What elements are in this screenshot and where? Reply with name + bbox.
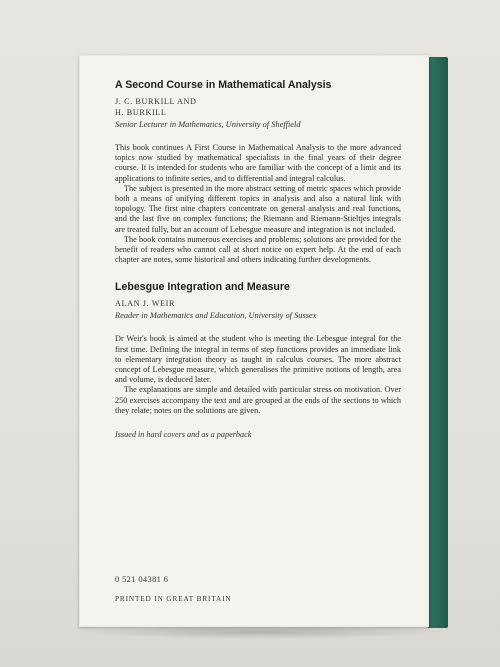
book1-paragraph-1: This book continues A First Course in Mathematical Analysis to the more advanced topics now studied by mathematical specialists in the final years of their degree course. It is intended for students who are familiar with the concept of a limit and its applications to infinite series, and to differential and integral calculus. xyxy=(115,143,401,183)
book2-paragraph-2: The explanations are simple and detailed with particular stress on motivation. Over 250 exercises accompany the text and are grouped at the ends of the sections to which they relate; notes on the solutions are given. xyxy=(115,385,401,415)
book-shadow xyxy=(70,625,450,639)
book1-paragraph-3: The book contains numerous exercises and problems; solutions are provided for the benefit of readers who cannot call at short notice on expert help. At the end of each chapter are notes, some historical and others indicating further developments. xyxy=(115,234,401,265)
book-spine xyxy=(428,57,448,628)
book2-author: ALAN J. WEIR xyxy=(115,299,176,309)
book1-author-1: J. C. BURKILL AND xyxy=(115,97,197,106)
printed-in: PRINTED IN GREAT BRITAIN xyxy=(115,595,232,603)
book-back-cover xyxy=(79,55,429,627)
book2-paragraph-1: Dr Weir's book is aimed at the student who is meeting the Lebesgue integral for the first time. Defining the integral in terms of step functions provides an immediate link to elementary integration theory as taught in calculus courses. The more abstract concept of Lebesgue measure, which generalises the primitive notions of length, area and volume, is deduced later. xyxy=(115,334,401,385)
book1-title: A Second Course in Mathematical Analysis xyxy=(115,79,332,91)
cover-text xyxy=(115,79,401,439)
isbn: 0 521 04381 6 xyxy=(115,575,169,584)
book1-author-2: H. BURKILL xyxy=(115,108,167,117)
book2-title: Lebesgue Integration and Measure xyxy=(115,281,290,294)
edition-note: Issued in hard covers and as a paperback xyxy=(115,430,252,440)
book2-affiliation: Reader in Mathematics and Education, University of Sussex xyxy=(115,311,317,321)
book1-paragraph-2: The subject is presented in the more abstract setting of metric spaces which provide both a means of unifying different topics in analysis and also a natural link with topology. The first nine chapters concentrate on general analysis and real functions, and the last five on complex functions; the Riemann and Riemann-Stieltjes integrals are treated fully, but an account of Lebesgue measure and integration is not included. xyxy=(115,183,401,234)
book1-affiliation: Senior Lecturer in Mathematics, University of Sheffield xyxy=(115,120,301,129)
